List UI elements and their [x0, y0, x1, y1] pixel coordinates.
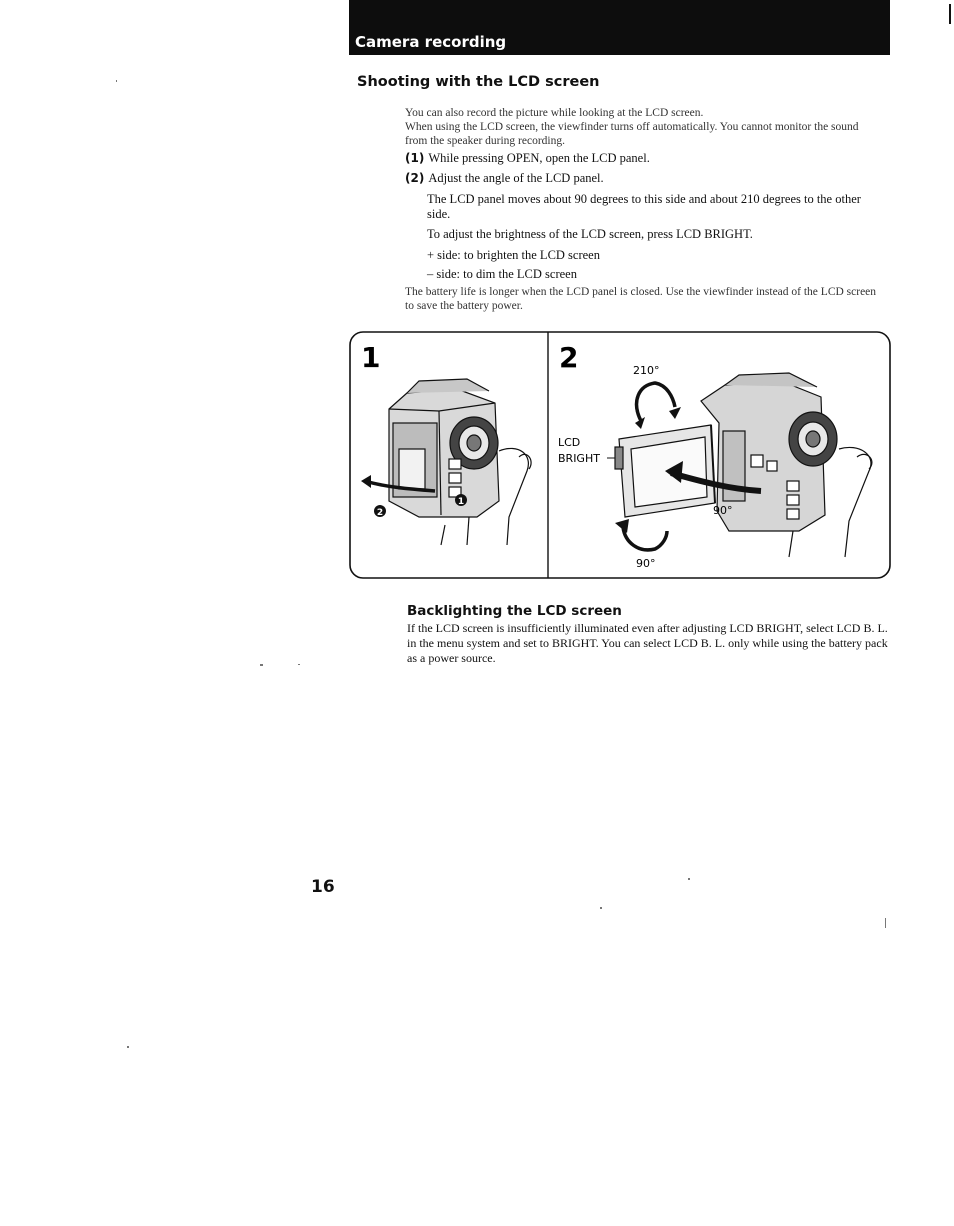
scan-speck	[600, 907, 602, 909]
panel-moves-note: The LCD panel moves about 90 degrees to this side and about 210 degrees to the other side.	[427, 192, 861, 221]
minus-side-note: – side: to dim the LCD screen	[427, 267, 577, 281]
plus-side-note: + side: to brighten the LCD screen	[427, 248, 600, 262]
angle-210-label: 210°	[633, 364, 660, 377]
panel-1-number: 1	[361, 341, 381, 374]
adjust-brightness-note: To adjust the brightness of the LCD screen, press LCD BRIGHT.	[427, 227, 753, 241]
section-banner	[349, 0, 890, 55]
page-number: 16	[311, 877, 335, 897]
scan-speck	[260, 664, 263, 666]
battery-note: The battery life is longer when the LCD panel is closed. Use the viewfinder instead of the LCD screen to save the battery power.	[405, 286, 877, 312]
angle-90-side-label: 90°	[713, 504, 733, 517]
page-edge-mark	[949, 4, 951, 24]
scan-speck	[885, 918, 886, 928]
intro-line-1: You can also record the picture while looking at the LCD screen.	[405, 107, 704, 119]
backlighting-paragraph: If the LCD screen is insufficiently illuminated even after adjusting LCD BRIGHT, select LCD B. L. in the menu system and set to BRIGHT. You can select LCD B. L. only while using the battery pack as a power source.	[407, 621, 888, 665]
backlighting-heading: Backlighting the LCD screen	[407, 603, 622, 619]
scan-speck	[298, 664, 300, 665]
intro-paragraph	[405, 106, 883, 148]
panel-2-number: 2	[559, 341, 579, 374]
step-2	[405, 171, 883, 186]
step-2-text: Adjust the angle of the LCD panel.	[428, 171, 604, 185]
step-1-text: While pressing OPEN, open the LCD panel.	[428, 151, 650, 165]
intro-line-2: When using the LCD screen, the viewfinder turns off automatically. You cannot monitor the sound from the speaker during recording.	[405, 121, 859, 147]
camcorder-illustration	[349, 331, 891, 579]
angle-90-bottom-label: 90°	[636, 557, 656, 570]
step-1-number: (1)	[405, 151, 425, 165]
section-title: Camera recording	[355, 33, 507, 51]
lcd-label: LCD	[558, 436, 581, 449]
step-2-number: (2)	[405, 171, 425, 185]
shooting-heading: Shooting with the LCD screen	[357, 74, 600, 90]
marker-2-label: 2	[376, 508, 384, 518]
scan-speck	[127, 1046, 129, 1048]
bright-label: BRIGHT	[558, 452, 600, 465]
step-1	[405, 151, 883, 166]
marker-1-label: 1	[457, 497, 465, 507]
scan-speck	[688, 878, 690, 880]
scan-speck	[116, 80, 117, 82]
